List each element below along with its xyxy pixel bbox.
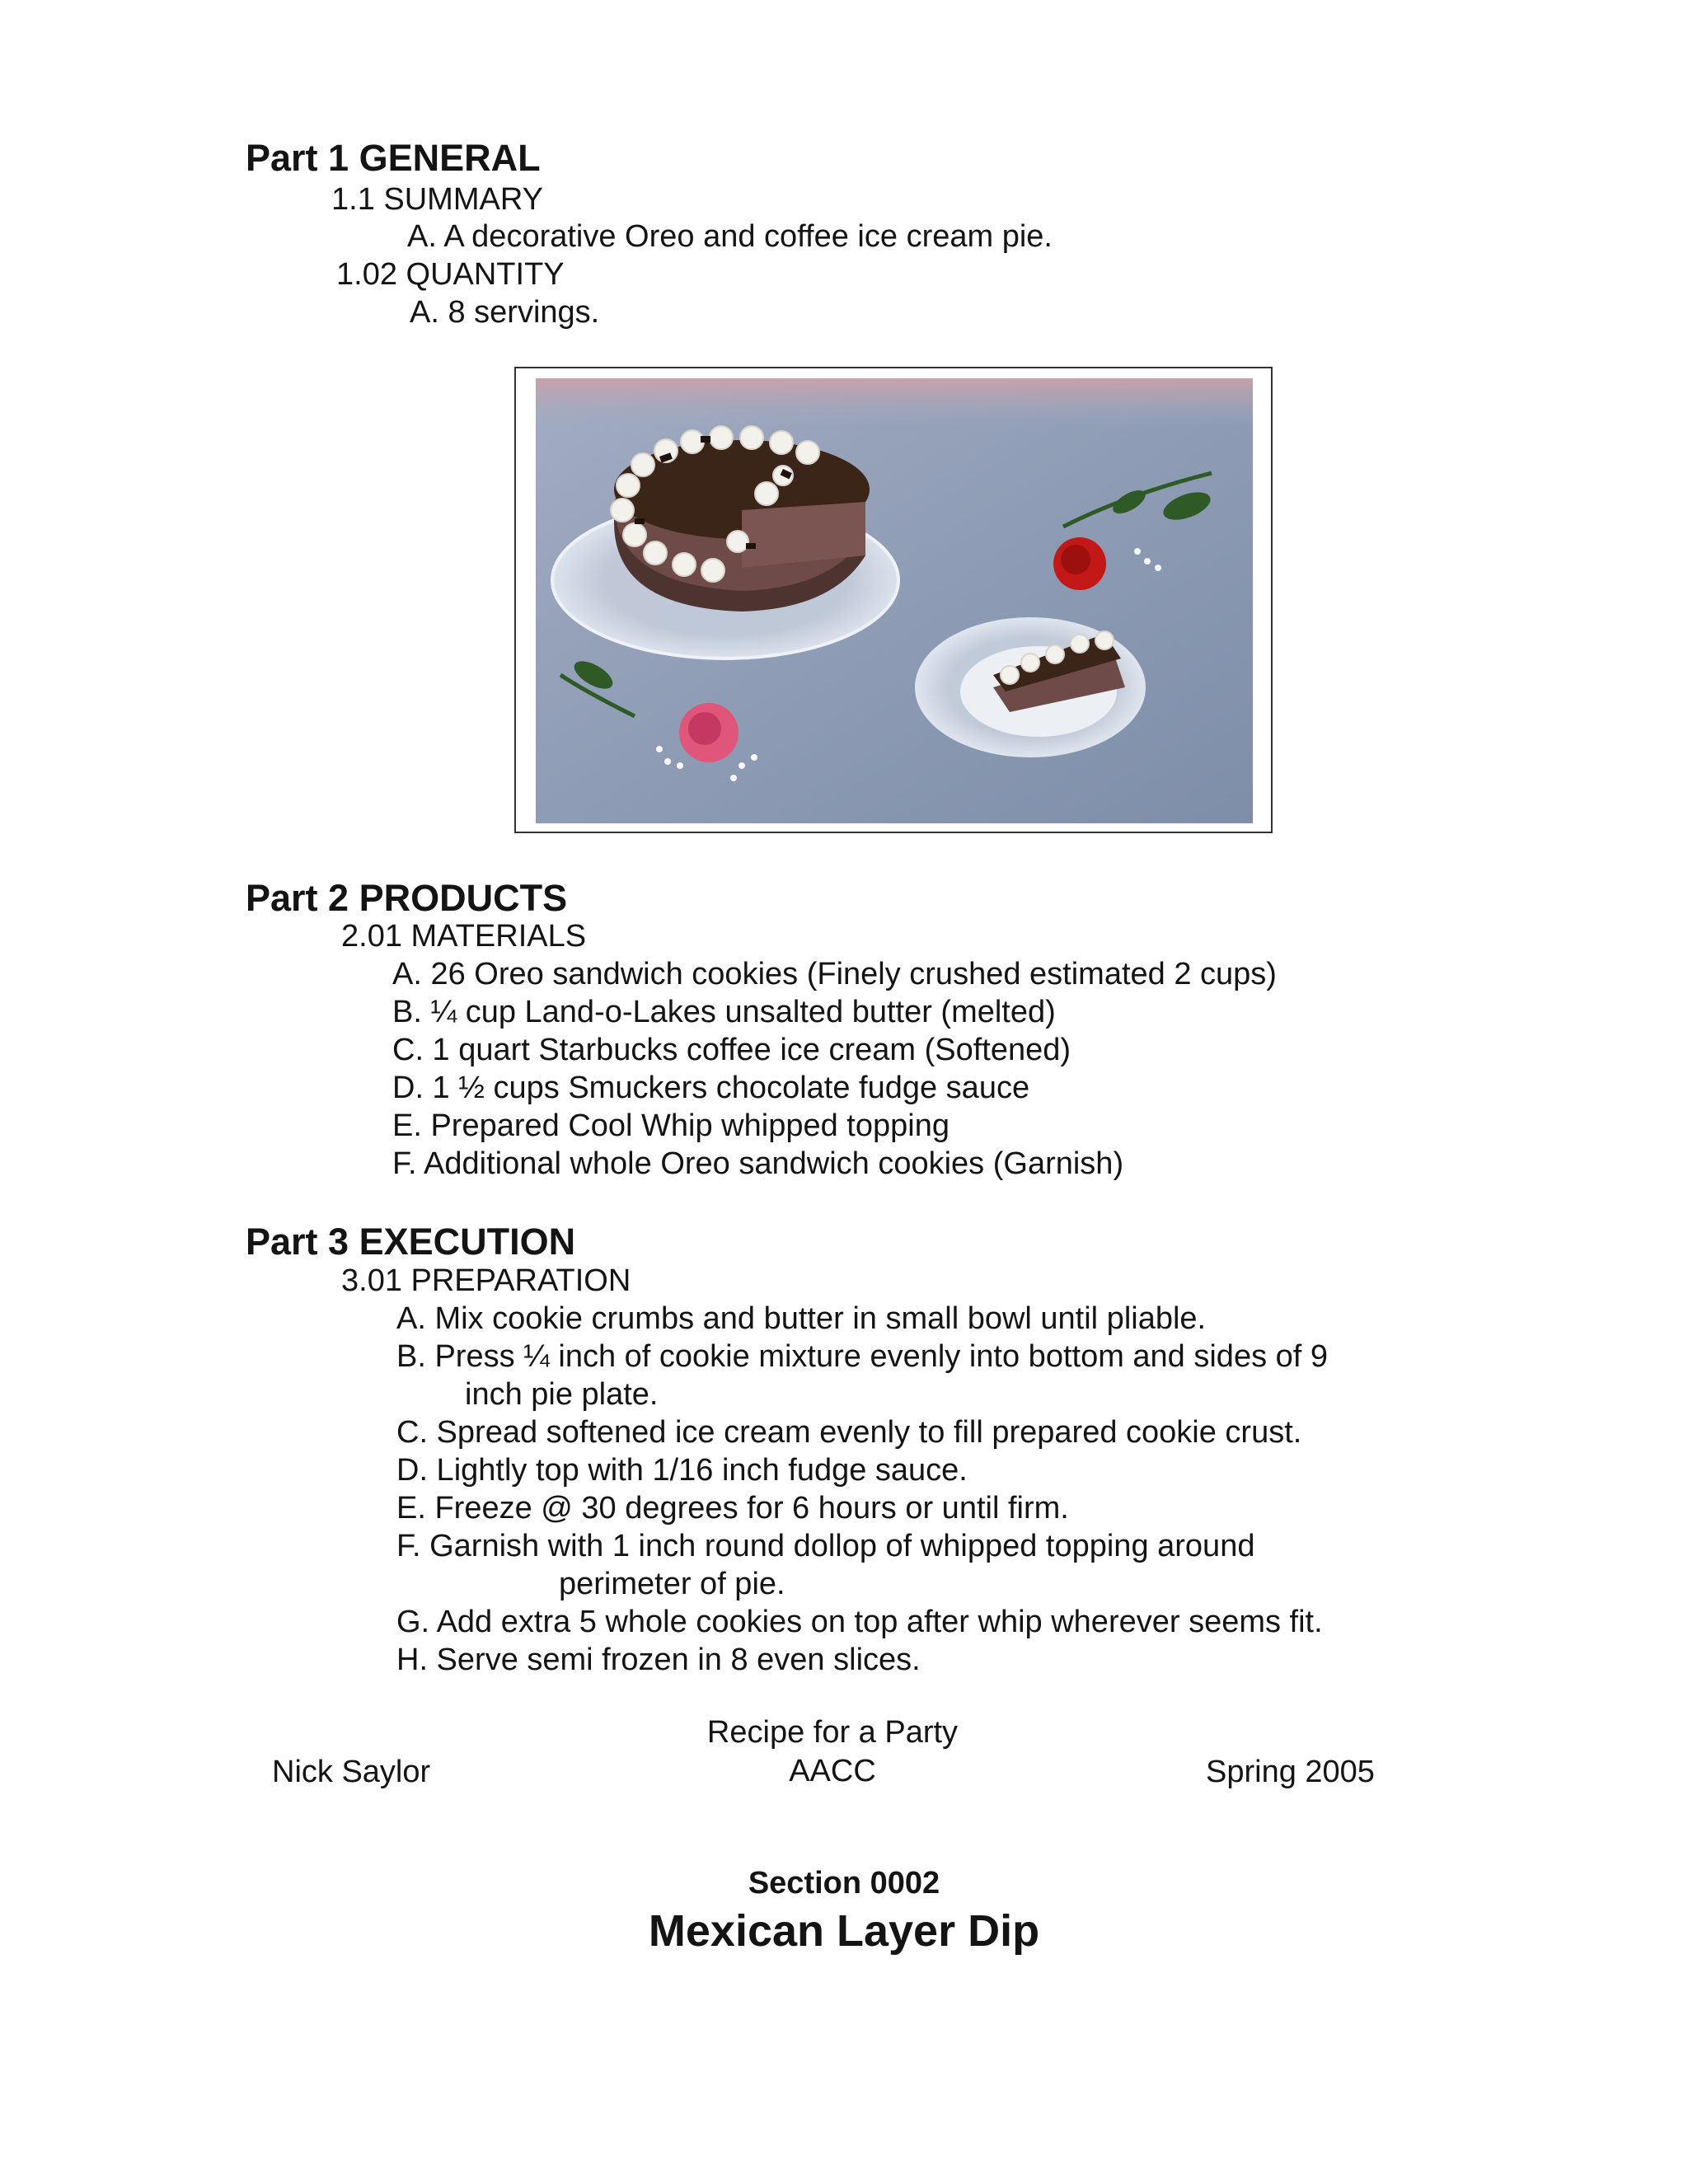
step-item: G. Add extra 5 whole cookies on top after whip wherever seems fit.: [396, 1605, 1323, 1639]
list-item: F. Additional whole Oreo sandwich cookies (Garnish): [392, 1146, 1124, 1181]
author: Nick Saylor: [272, 1755, 431, 1789]
list-item: B. ¼ cup Land-o-Lakes unsalted butter (melted): [392, 995, 1056, 1029]
list-item: E. Prepared Cool Whip whipped topping: [392, 1108, 950, 1143]
quantity-item: A. 8 servings.: [410, 295, 600, 330]
summary-item: A. A decorative Oreo and coffee ice cream pie.: [407, 219, 1053, 254]
step-item: B. Press ¼ inch of cookie mixture evenly into bottom and sides of 9: [396, 1339, 1329, 1374]
summary-label: 1.1 SUMMARY: [331, 182, 543, 217]
term: Spring 2005: [1206, 1755, 1375, 1789]
pie-photo-frame: [514, 367, 1273, 833]
section-number: Section 0002: [748, 1866, 940, 1900]
recipe-for: Recipe for a Party: [706, 1715, 959, 1750]
step-item: inch pie plate.: [465, 1377, 659, 1412]
part3-heading: Part 3 EXECUTION: [246, 1221, 576, 1263]
part2-heading: Part 2 PRODUCTS: [246, 877, 568, 919]
part1-heading: Part 1 GENERAL: [246, 137, 541, 179]
step-item: H. Serve semi frozen in 8 even slices.: [396, 1643, 921, 1677]
list-item: A. 26 Oreo sandwich cookies (Finely crushed estimated 2 cups): [392, 957, 1277, 991]
quantity-label: 1.02 QUANTITY: [336, 257, 565, 292]
pie-photo: [536, 378, 1253, 823]
step-item: A. Mix cookie crumbs and butter in small bowl until pliable.: [396, 1301, 1207, 1336]
list-item: C. 1 quart Starbucks coffee ice cream (Softened): [392, 1033, 1071, 1067]
list-item: D. 1 ½ cups Smuckers chocolate fudge sauce: [392, 1071, 1030, 1105]
preparation-label: 3.01 PREPARATION: [341, 1263, 631, 1298]
step-item: D. Lightly top with 1/16 inch fudge sauce.: [396, 1453, 968, 1488]
school: AACC: [789, 1754, 876, 1788]
step-item: E. Freeze @ 30 degrees for 6 hours or until firm.: [396, 1491, 1069, 1526]
step-item: C. Spread softened ice cream evenly to fill prepared cookie crust.: [396, 1415, 1302, 1450]
dish-title: Mexican Layer Dip: [648, 1906, 1040, 1956]
step-item: perimeter of pie.: [559, 1567, 785, 1601]
materials-label: 2.01 MATERIALS: [341, 919, 587, 954]
step-item: F. Garnish with 1 inch round dollop of whipped topping around: [396, 1529, 1255, 1563]
